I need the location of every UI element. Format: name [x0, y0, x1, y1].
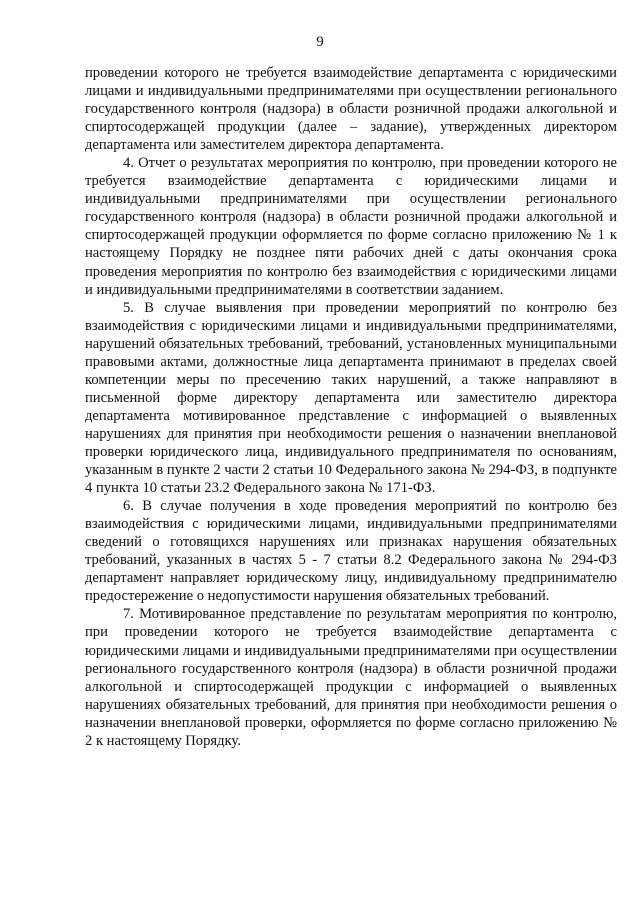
document-body	[85, 64, 617, 750]
paragraph-item-5: 5. В случае выявления при проведении мероприятий по контролю без взаимодействия с юридическими лицами и индивидуальными предпринимателями, нарушений обязательных требований, требований, установленных муниципальными правовыми актами, должностные лица департамента принимают в пределах своей компетенции меры по пресечению таких нарушений, а также направляют в письменной форме директору департамента или заместителю директора департамента мотивированное представление с информацией о выявленных нарушениях для принятия при необходимости решения о назначении внеплановой проверки юридического лица, индивидуального предпринимателя по основаниям, указанным в пункте 2 части 2 статьи 10 Федерального закона № 294-ФЗ, в подпункте 4 пункта 10 статьи 23.2 Федерального закона № 171-ФЗ.	[85, 299, 617, 497]
paragraph-continuation: проведении которого не требуется взаимодействие департамента с юридическими лицами и индивидуальными предпринимателями при осуществлении регионального государственного контроля (надзора) в области розничной продажи алкогольной и спиртосодержащей продукции (далее – задание), утвержденных директором департамента или заместителем директора департамента.	[85, 65, 617, 154]
paragraph-item-4: 4. Отчет о результатах мероприятия по контролю, при проведении которого не требуется взаимодействие департамента с юридическими лицами и индивидуальными предпринимателями при осуществлении регионального государственного контроля (надзора) в области розничной продажи алкогольной и спиртосодержащей продукции оформляется по форме согласно приложению № 1 к настоящему Порядку не позднее пяти рабочих дней с даты окончания срока проведения мероприятия по контролю без взаимодействия с юридическими лицами и индивидуальными предпринимателями в соответствии заданием.	[85, 155, 617, 298]
paragraph-item-7: 7. Мотивированное представление по результатам мероприятия по контролю, при проведении которого не требуется взаимодействие департамента с юридическими лицами и индивидуальными предпринимателями при осуществлении регионального государственного контроля (надзора) в области розничной продажи алкогольной и спиртосодержащей продукции с информацией о выявленных нарушениях обязательных требований, для принятия при необходимости решения о назначении внеплановой проверки, оформляется по форме согласно приложению № 2 к настоящему Порядку.	[85, 606, 617, 749]
page-number: 9	[316, 34, 324, 50]
paragraph-item-6: 6. В случае получения в ходе проведения мероприятий по контролю без взаимодействия с юридическими лицами, индивидуальными предпринимателями сведений о готовящихся нарушениях или признаках нарушения обязательных требований, указанных в частях 5 - 7 статьи 8.2 Федерального закона № 294-ФЗ департамент направляет юридическому лицу, индивидуальному предпринимателю предостережение о недопустимости нарушения обязательных требований.	[85, 498, 617, 605]
